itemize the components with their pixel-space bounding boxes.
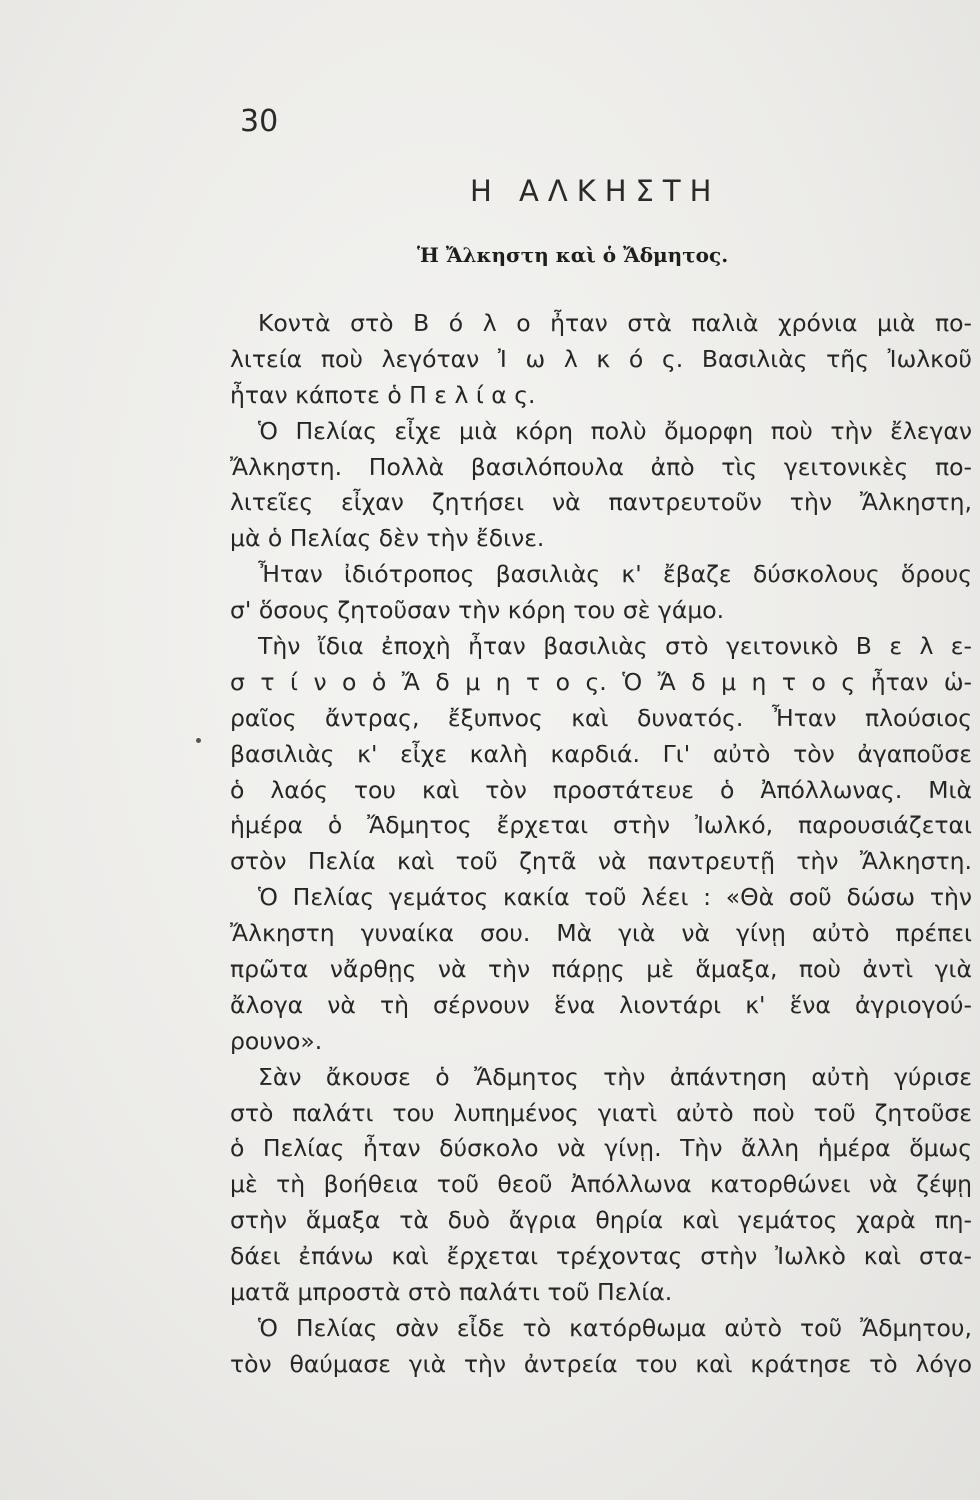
text-line: Ἄλκηστη γυναίκα σου. Μὰ γιὰ νὰ γίνῃ αὐτὸ πρέπει — [230, 919, 972, 948]
text-line: στὸν Πελία καὶ τοῦ ζητᾶ νὰ παντρευτῇ τὴν Ἄλκηστη. — [230, 847, 972, 876]
text-line: ματᾶ μπροστὰ στὸ παλάτι τοῦ Πελία. — [230, 1278, 673, 1307]
chapter-title: Η ΑΛΚΗΣΤΗ — [470, 174, 721, 208]
text-line: τὸν θαύμασε γιὰ τὴν ἀντρεία του καὶ κράτησε τὸ λόγο — [230, 1349, 972, 1378]
text-line: μὲ τὴ βοήθεια τοῦ θεοῦ Ἀπόλλωνα κατορθώνει νὰ ζέψῃ — [230, 1170, 972, 1199]
text-line: Σὰν ἄκουσε ὁ Ἄδμητος τὴν ἀπάντηση αὐτὴ γύρισε — [258, 1062, 972, 1091]
text-line: Κοντὰ στὸ Β ό λ ο ἦταν στὰ παλιὰ χρόνια μιὰ πο- — [258, 309, 972, 337]
text-line: Ἦταν ἰδιότροπος βασιλιὰς κ' ἔβαζε δύσκολους ὅρους — [258, 560, 972, 589]
text-line: ραῖος ἄντρας, ἔξυπνος καὶ δυνατός. Ἦταν πλούσιος — [230, 703, 972, 732]
section-title: Ἡ Ἄλκηστη καὶ ὁ Ἄδμητος. — [417, 243, 729, 267]
text-line: ἦταν κάποτε ὁ Π ε λ ί α ς. — [230, 380, 536, 409]
text-line: στὸ παλάτι του λυπημένος γιατὶ αὐτὸ ποὺ τοῦ ζητοῦσε — [230, 1098, 972, 1127]
text-line: Ὁ Πελίας σὰν εἶδε τὸ κατόρθωμα αὐτὸ τοῦ Ἄδμητου, — [258, 1313, 972, 1342]
text-line: πρῶτα νἄρθῃς νὰ τὴν πάρῃς μὲ ἅμαξα, ποὺ ἀντὶ γιὰ — [230, 955, 972, 984]
text-line: σ' ὅσους ζητοῦσαν τὴν κόρη του σὲ γάμο. — [230, 596, 725, 625]
text-line: ρουνο». — [230, 1026, 323, 1055]
text-line: δάει ἐπάνω καὶ ἔρχεται τρέχοντας στὴν Ἰωλκὸ καὶ στα- — [230, 1242, 972, 1271]
text-line: βασιλιὰς κ' εἶχε καλὴ καρδιά. Γι' αὐτὸ τὸν ἀγαποῦσε — [230, 739, 972, 768]
text-line: λιτεία ποὺ λεγόταν Ἰ ω λ κ ό ς. Βασιλιὰς τῆς Ἰωλκοῦ — [230, 344, 972, 373]
text-line: ἄλογα νὰ τὴ σέρνουν ἕνα λιοντάρι κ' ἕνα ἀγριογού- — [230, 990, 972, 1019]
text-line: Ὁ Πελίας εἶχε μιὰ κόρη πολὺ ὄμορφη ποὺ τὴν ἔλεγαν — [258, 416, 972, 445]
text-line: Ὁ Πελίας γεμάτος κακία τοῦ λέει : «Θὰ σοῦ δώσω τὴν — [258, 883, 972, 912]
margin-mark — [196, 738, 201, 743]
text-line: ἡμέρα ὁ Ἄδμητος ἔρχεται στὴν Ἰωλκό, παρουσιάζεται — [230, 811, 972, 840]
text-line: Τὴν ἴδια ἐποχὴ ἦταν βασιλιὰς στὸ γειτονικὸ Β ε λ ε- — [258, 632, 972, 661]
text-line: στὴν ἅμαξα τὰ δυὸ ἄγρια θηρία καὶ γεμάτος χαρὰ πη- — [230, 1206, 972, 1235]
text-line: λιτεῖες εἶχαν ζητήσει νὰ παντρευτοῦν τὴν Ἄλκηστη, — [230, 488, 972, 517]
text-line: ὁ λαός του καὶ τὸν προστάτευε ὁ Ἀπόλλωνας. Μιὰ — [230, 775, 972, 804]
body-text — [230, 306, 972, 1383]
page-number: 30 — [240, 104, 279, 139]
text-line: ὁ Πελίας ἦταν δύσκολο νὰ γίνῃ. Τὴν ἄλλη ἡμέρα ὅμως — [230, 1134, 972, 1163]
text-line: Ἄλκηστη. Πολλὰ βασιλόπουλα ἀπὸ τὶς γειτονικὲς πο- — [230, 452, 972, 481]
text-line: σ τ ί ν ο ὁ Ἄ δ μ η τ ο ς. Ὁ Ἄ δ μ η τ ο ς ἦταν ὡ- — [230, 667, 972, 696]
text-line: μὰ ὁ Πελίας δὲν τὴν ἔδινε. — [230, 524, 545, 553]
